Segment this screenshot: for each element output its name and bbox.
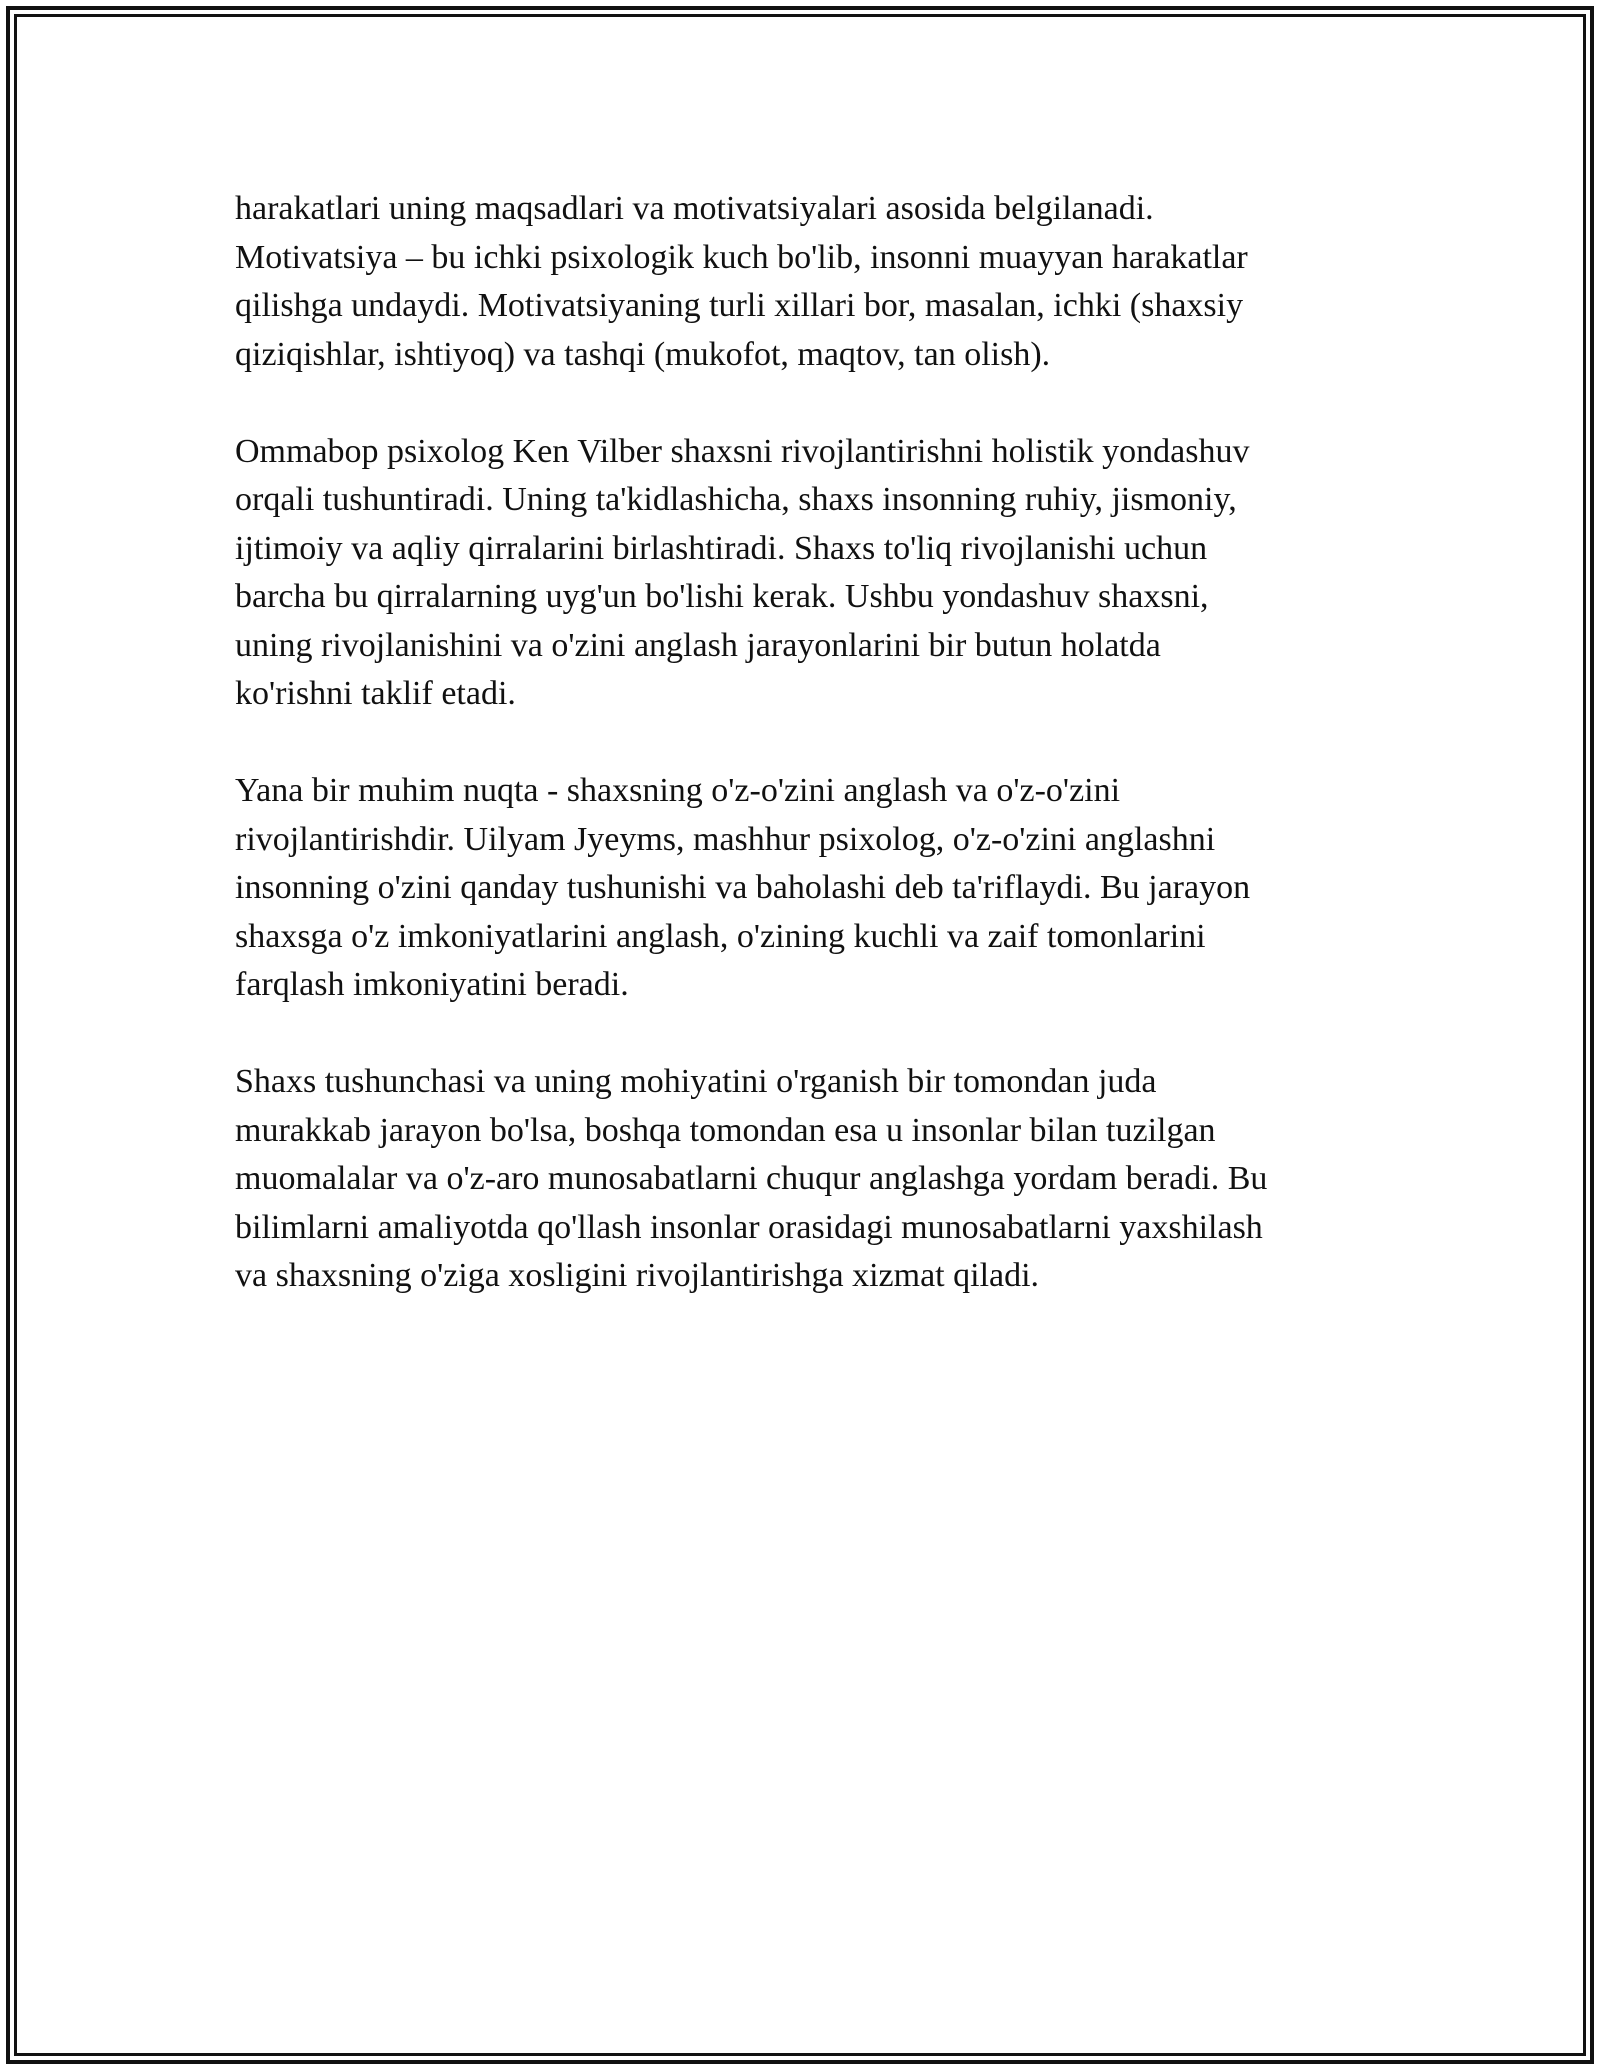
text-line: uning rivojlanishini va o'zini anglash jarayonlarini bir butun holatda [235, 626, 1161, 664]
text-line: orqali tushuntiradi. Uning ta'kidlashicha, shaxs insonning ruhiy, jismoniy, [235, 481, 1237, 518]
text-line: shaxsga o'z imkoniyatlarini anglash, o'zining kuchli va zaif tomonlarini [235, 917, 1206, 955]
text-line: qiziqishlar, ishtiyoq) va tashqi (mukofot, maqtov, tan olish). [235, 335, 1051, 373]
text-line: Motivatsiya – bu ichki psixologik kuch bo'lib, insonni muayyan harakatlar [235, 238, 1248, 276]
text-line: muomalalar va o'z-aro munosabatlarni chuqur anglashga yordam beradi. Bu [235, 1160, 1268, 1197]
paragraph-motivation [235, 185, 1365, 379]
text-line: insonning o'zini qanday tushunishi va baholashi deb ta'riflaydi. Bu jarayon [235, 869, 1251, 906]
text-line: ko'rishni taklif etadi. [235, 675, 516, 712]
text-line: barcha bu qirralarning uyg'un bo'lishi kerak. Ushbu yondashuv shaxsni, [235, 578, 1209, 615]
text-line: bilimlarni amaliyotda qo'llash insonlar orasidagi munosabatlarni yaxshilash [235, 1208, 1263, 1246]
paragraph-self-awareness [235, 767, 1365, 1010]
text-line: Yana bir muhim nuqta - shaxsning o'z-o'zini anglash va o'z-o'zini [235, 772, 1121, 809]
text-line: ijtimoiy va aqliy qirralarini birlashtiradi. Shaxs to'liq rivojlanishi uchun [235, 529, 1208, 567]
text-line: Shaxs tushunchasi va uning mohiyatini o'rganish bir tomondan juda [235, 1063, 1157, 1100]
text-line: va shaxsning o'ziga xosligini rivojlantirishga xizmat qiladi. [235, 1257, 1040, 1294]
text-line: murakkab jarayon bo'lsa, boshqa tomondan esa u insonlar bilan tuzilgan [235, 1111, 1216, 1149]
text-line: rivojlantirishdir. Uilyam Jyeyms, mashhur psixolog, o'z-o'zini anglashni [235, 820, 1216, 858]
paragraph-conclusion [235, 1058, 1365, 1301]
text-line: qilishga undaydi. Motivatsiyaning turli xillari bor, masalan, ichki (shaxsiy [235, 287, 1244, 324]
text-line: Ommabop psixolog Ken Vilber shaxsni rivojlantirishni holistik yondashuv [235, 432, 1250, 470]
text-line: farqlash imkoniyatini beradi. [235, 966, 629, 1003]
document-body [235, 185, 1365, 1349]
text-line: harakatlari uning maqsadlari va motivatsiyalari asosida belgilanadi. [235, 190, 1154, 227]
paragraph-ken-vilber [235, 428, 1365, 719]
